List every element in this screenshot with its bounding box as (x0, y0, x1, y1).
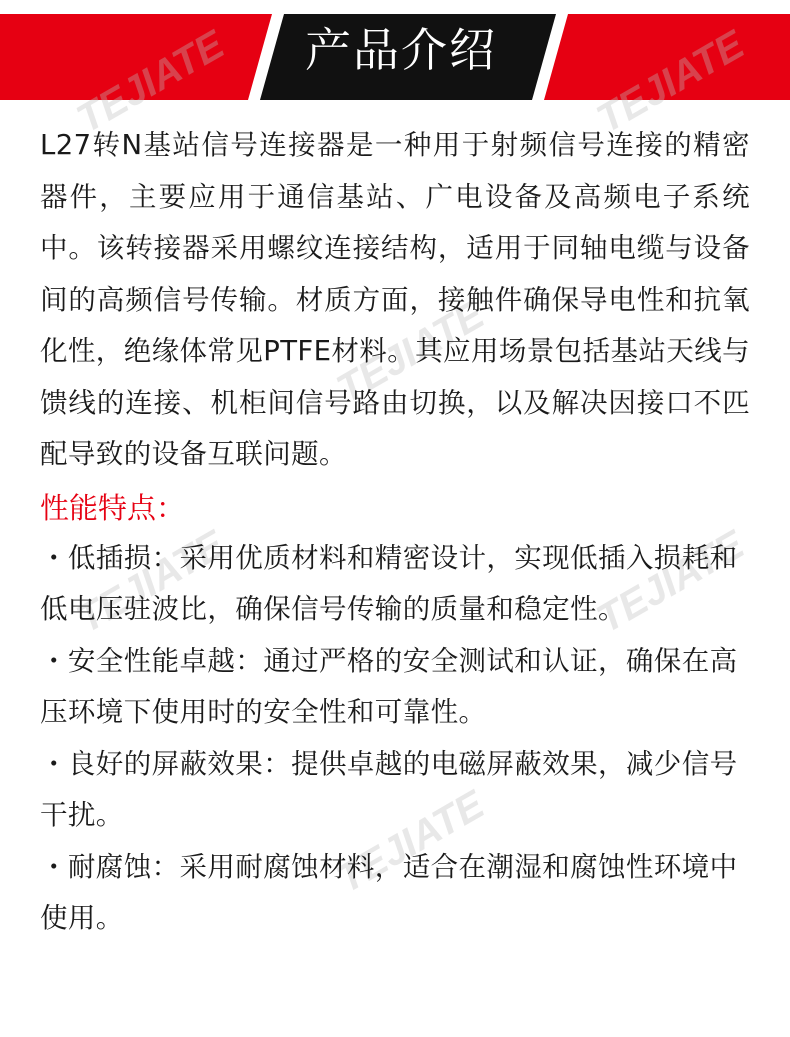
watermark-logo: TEJIATE (69, 22, 232, 142)
watermark-logo: TEJIATE (329, 782, 492, 902)
feature-item: ・耐腐蚀：采用耐腐蚀材料，适合在潮湿和腐蚀性环境中使用。 (40, 850, 738, 934)
banner-right-red (544, 14, 790, 100)
intro-paragraph: L27转N基站信号连接器是一种用于射频信号连接的精密器件，主要应用于通信基站、广电设备及高频电子系统中。该转接器采用螺纹连接结构，适用于同轴电缆与设备间的高频信号传输。材质方面，接触件确保导电性和抗氧化性，绝缘体常见PTFE材料。其应用场景包括基站天线与馈线的连接、机柜间信号路由切换，以及解决因接口不匹配导致的设备互联问题。 (40, 129, 750, 470)
feature-list (40, 533, 750, 945)
watermark-logo: TEJIATE (589, 522, 752, 642)
header-banner (0, 0, 790, 100)
features-heading: 性能特点： (40, 490, 186, 525)
page-title: 产品介绍 (305, 23, 497, 77)
banner-left-red (0, 14, 272, 100)
feature-item: ・安全性能卓越：通过严格的安全测试和认证，确保在高压环境下使用时的安全性和可靠性。 (40, 644, 738, 728)
product-description (40, 120, 750, 945)
watermark-logo: TEJIATE (69, 522, 232, 642)
watermark-logo: TEJIATE (329, 292, 492, 412)
feature-item: ・低插损：采用优质材料和精密设计，实现低插入损耗和低电压驻波比，确保信号传输的质量和稳定性。 (40, 541, 738, 625)
watermark-logo: TEJIATE (589, 22, 752, 142)
feature-item: ・良好的屏蔽效果：提供卓越的电磁屏蔽效果，减少信号干扰。 (40, 747, 738, 831)
